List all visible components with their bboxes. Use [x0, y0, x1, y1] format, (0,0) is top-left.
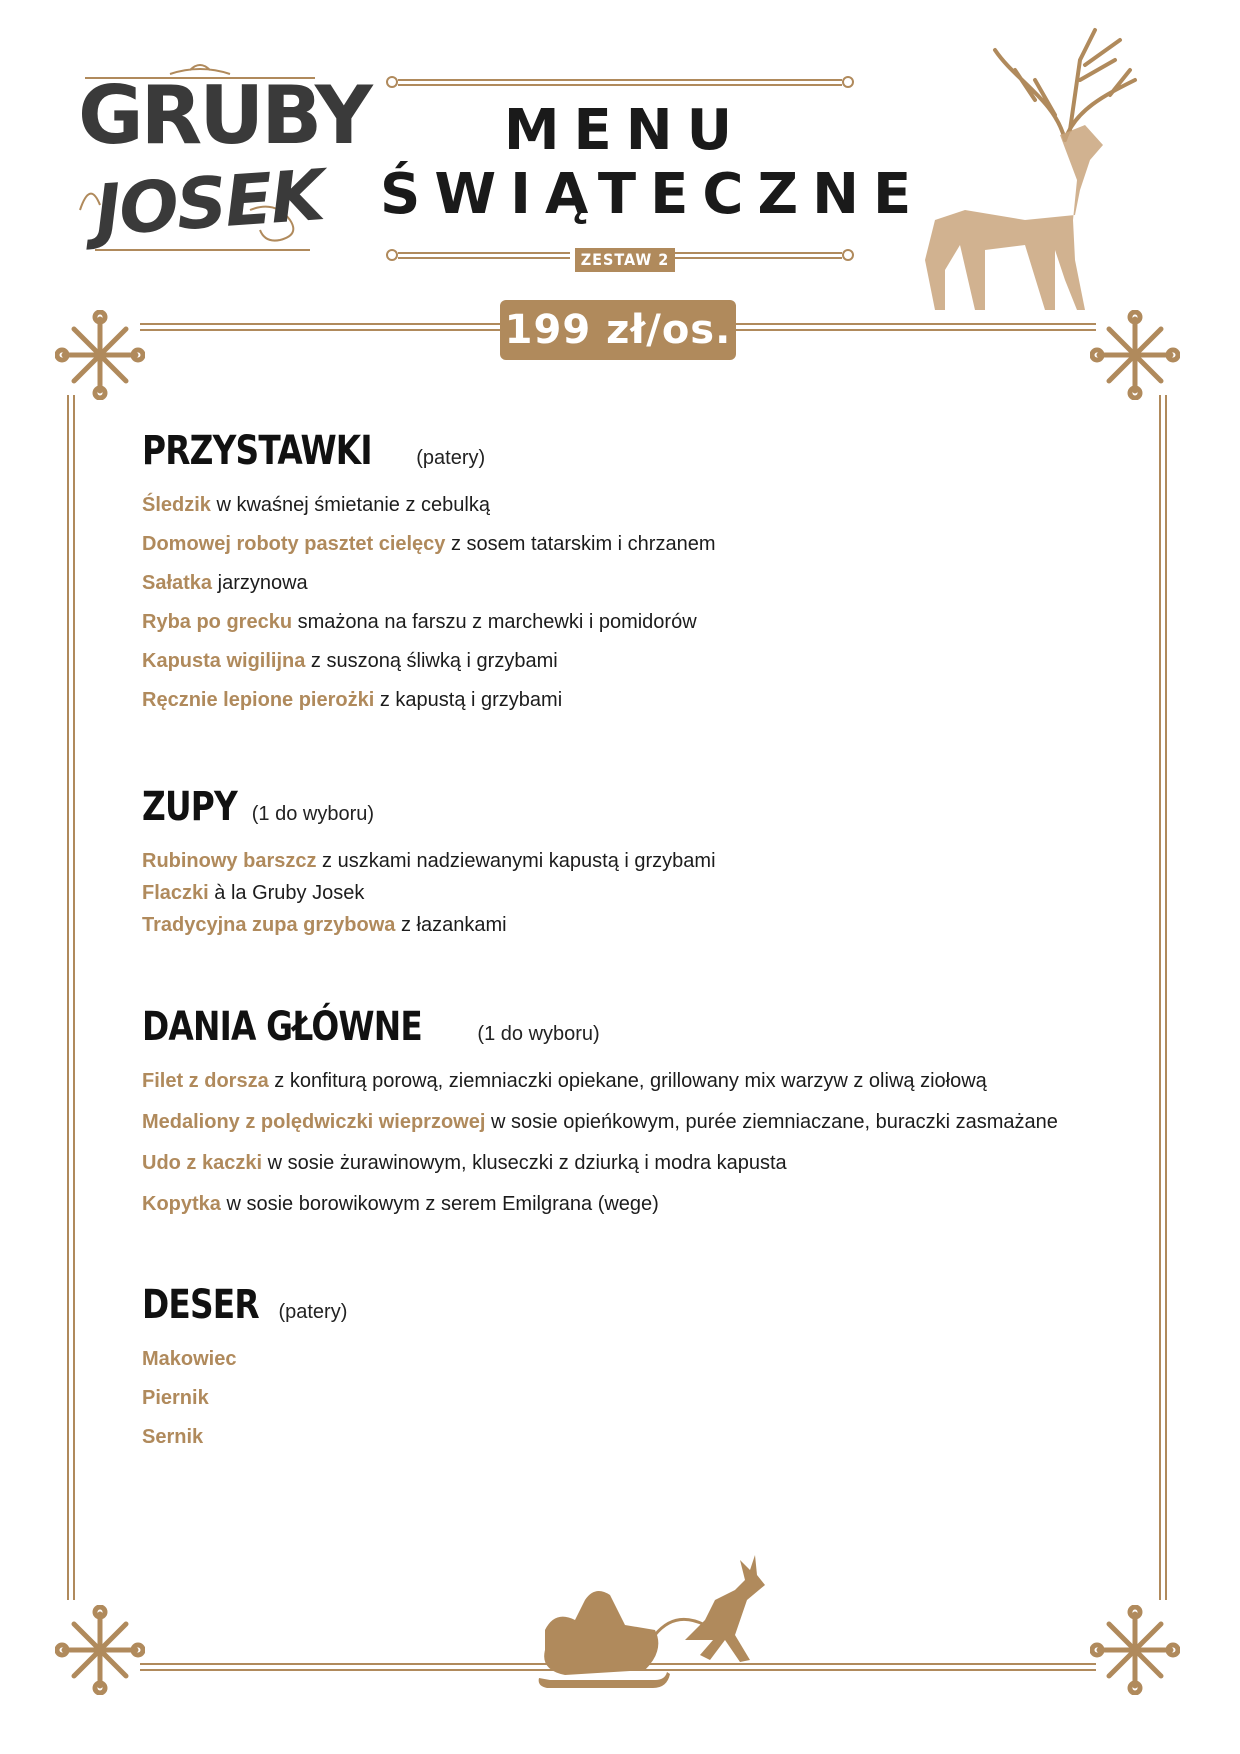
menu-title-block	[380, 70, 926, 270]
section-heading	[142, 1004, 1142, 1050]
dish-desc: w sosie żurawinowym, kluseczki z dziurką i modra kapusta	[267, 1152, 787, 1174]
set-label: ZESTAW 2	[575, 248, 675, 272]
dish-name: Tradycyjna zupa grzybowa	[142, 914, 396, 936]
menu-item	[142, 1109, 1142, 1135]
section-note: (1 do wyboru)	[251, 803, 375, 825]
snowflake-icon	[55, 1605, 145, 1695]
dish-name: Kapusta wigilijna	[142, 650, 306, 672]
dish-name: Flaczki	[142, 882, 209, 904]
dish-desc: à la Gruby Josek	[214, 882, 365, 904]
dish-desc: z uszkami nadziewanymi kapustą i grzybami	[322, 850, 716, 872]
menu-item	[142, 1150, 1142, 1176]
dish-name: Udo z kaczki	[142, 1152, 263, 1174]
dish-desc: w sosie borowikowym z serem Emilgrana (wege)	[226, 1193, 659, 1215]
menu-item	[142, 609, 1142, 635]
menu-item	[142, 1191, 1142, 1217]
menu-item	[142, 531, 1142, 557]
dish-name: Ryba po grecku	[142, 611, 293, 633]
snowflake-icon	[55, 310, 145, 400]
section-note: (1 do wyboru)	[477, 1023, 600, 1045]
dish-name: Piernik	[142, 1387, 209, 1409]
dish-name: Sernik	[142, 1426, 204, 1448]
logo-gruby: GRUBY	[78, 69, 370, 162]
section-zupy	[142, 784, 1142, 938]
deer-illustration	[905, 20, 1165, 330]
section-title: DANIA GŁÓWNE	[142, 1004, 422, 1050]
menu-item	[142, 1385, 1142, 1411]
section-title: ZUPY	[142, 784, 237, 830]
dish-desc: z konfiturą porową, ziemniaczki opiekane, grillowany mix warzyw z oliwą ziołową	[274, 1070, 987, 1092]
menu-title: MENU	[503, 98, 747, 163]
menu-item	[142, 848, 1142, 874]
dish-desc: smażona na farszu z marchewki i pomidorów	[297, 611, 697, 633]
sleigh-illustration	[535, 1540, 775, 1710]
dish-desc: w kwaśnej śmietanie z cebulką	[216, 494, 490, 516]
dish-desc: jarzynowa	[217, 572, 308, 594]
menu-item	[142, 912, 1142, 938]
section-heading	[142, 784, 1142, 830]
section-przystawki	[142, 428, 1142, 713]
dish-desc: z sosem tatarskim i chrzanem	[450, 533, 716, 555]
dish-name: Domowej roboty pasztet cielęcy	[142, 533, 446, 555]
section-title: PRZYSTAWKI	[142, 428, 372, 474]
menu-item	[142, 687, 1142, 713]
dish-name: Filet z dorsza	[142, 1070, 269, 1092]
dish-desc: z łazankami	[400, 914, 507, 936]
dish-desc: z suszoną śliwką i grzybami	[310, 650, 558, 672]
dish-desc: w sosie opieńkowym, purée ziemniaczane, buraczki zasmażane	[490, 1111, 1058, 1133]
section-deser	[142, 1282, 1142, 1450]
dish-name: Medaliony z polędwiczki wieprzowej	[142, 1111, 486, 1133]
menu-item	[142, 492, 1142, 518]
dish-name: Rubinowy barszcz	[142, 850, 317, 872]
dish-name: Kopytka	[142, 1193, 221, 1215]
section-note: (patery)	[278, 1301, 348, 1323]
menu-subtitle: ŚWIĄTECZNE	[380, 162, 926, 227]
menu-item	[142, 1068, 1142, 1094]
price-badge: 199 zł/os.	[500, 300, 736, 360]
menu-item	[142, 648, 1142, 674]
dish-name: Makowiec	[142, 1348, 237, 1370]
section-dania-glowne	[142, 1004, 1142, 1217]
snowflake-icon	[1090, 1605, 1180, 1695]
dish-name: Sałatka	[142, 572, 213, 594]
section-heading	[142, 1282, 1142, 1328]
menu-item	[142, 1424, 1142, 1450]
menu-item	[142, 1346, 1142, 1372]
menu-item	[142, 570, 1142, 596]
section-note: (patery)	[416, 447, 486, 469]
dish-name: Ręcznie lepione pierożki	[142, 689, 375, 711]
logo	[70, 60, 370, 270]
section-title: DESER	[142, 1282, 259, 1328]
menu-item	[142, 880, 1142, 906]
section-heading	[142, 428, 1142, 474]
logo-josek: JOSEK	[92, 154, 326, 252]
dish-desc: z kapustą i grzybami	[379, 689, 563, 711]
dish-name: Śledzik	[142, 494, 211, 516]
